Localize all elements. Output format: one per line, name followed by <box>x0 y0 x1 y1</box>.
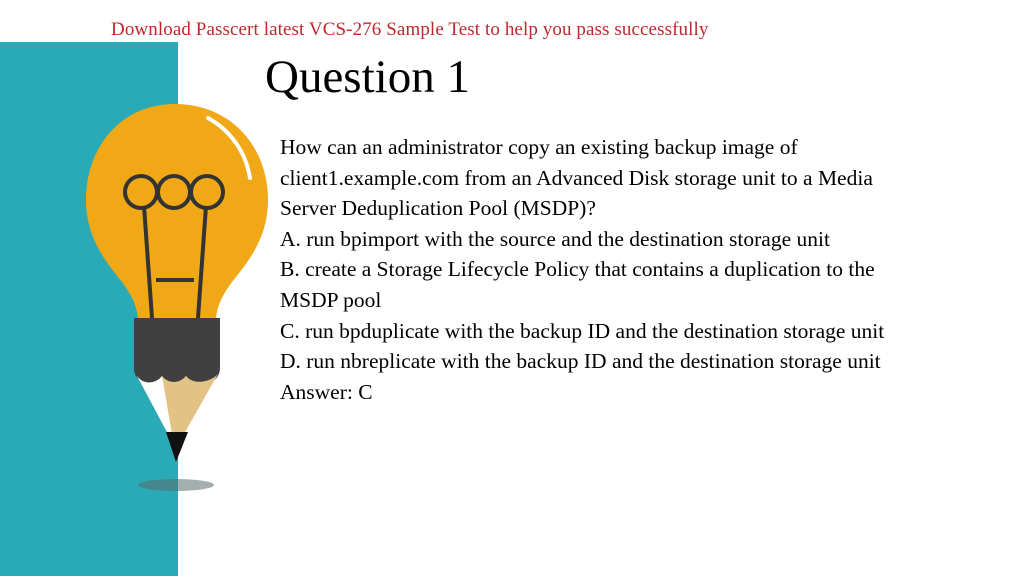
option-b: B. create a Storage Lifecycle Policy that contains a duplication to the <box>280 257 875 282</box>
question-title: Question 1 <box>265 51 470 103</box>
option-d: D. run nbreplicate with the backup ID and the destination storage unit <box>280 349 881 374</box>
question-line: client1.example.com from an Advanced Disk storage unit to a Media <box>280 165 873 190</box>
answer-text: Answer: C <box>280 379 373 404</box>
option-c: C. run bpduplicate with the backup ID and the destination storage unit <box>280 318 885 343</box>
question-line: How can an administrator copy an existing backup image of <box>280 135 798 159</box>
option-a: A. run bpimport with the source and the destination storage unit <box>280 226 830 251</box>
option-b-continued: MSDP pool <box>280 287 382 312</box>
lightbulb-pencil-icon <box>80 104 280 504</box>
question-body <box>280 132 1000 407</box>
question-line: Server Deduplication Pool (MSDP)? <box>280 196 596 221</box>
download-banner: Download Passcert latest VCS-276 Sample Test to help you pass successfully <box>111 19 709 40</box>
